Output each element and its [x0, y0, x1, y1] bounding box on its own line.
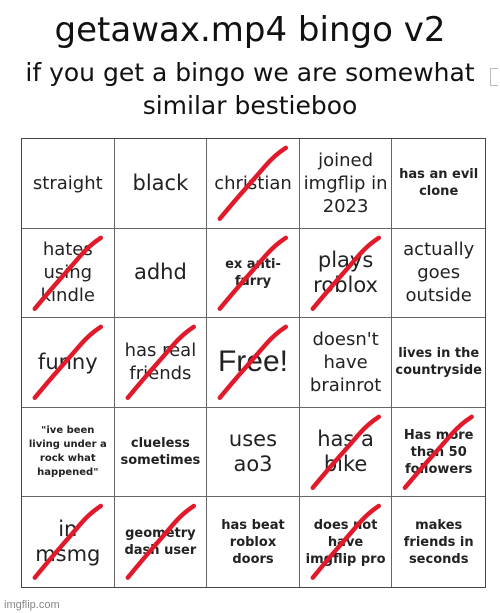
- cell-label: Has more than 50 followers: [403, 427, 474, 477]
- page-title: getawax.mp4 bingo v2: [54, 10, 446, 50]
- edge-mark: [490, 68, 498, 86]
- cell-label: straight: [32, 172, 103, 194]
- cell-label: funny: [37, 349, 98, 374]
- cell-label: doesn't have brainrot: [309, 328, 382, 396]
- cell-label: makes friends in seconds: [403, 517, 474, 567]
- bingo-free-cell[interactable]: [207, 318, 300, 408]
- bingo-cell[interactable]: [300, 408, 393, 498]
- bingo-cell[interactable]: [115, 318, 208, 408]
- cell-label: black: [132, 170, 189, 195]
- bingo-cell[interactable]: [22, 497, 115, 587]
- bingo-cell[interactable]: [115, 229, 208, 319]
- cell-label: has an evil clone: [399, 167, 479, 200]
- cell-label: clueless sometimes: [120, 436, 201, 469]
- bingo-cell[interactable]: [300, 139, 393, 229]
- bingo-board: [21, 138, 486, 588]
- cell-label: has a bike: [317, 427, 374, 477]
- bingo-cell[interactable]: [115, 139, 208, 229]
- bingo-cell[interactable]: [22, 408, 115, 498]
- bingo-cell[interactable]: [392, 497, 485, 587]
- bingo-cell[interactable]: [115, 497, 208, 587]
- cell-label: does not have imgflip pro: [305, 517, 386, 567]
- bingo-cell[interactable]: [392, 318, 485, 408]
- cell-label: Free!: [217, 345, 288, 379]
- bingo-cell[interactable]: [207, 229, 300, 319]
- bingo-cell[interactable]: [207, 408, 300, 498]
- bingo-cell[interactable]: [300, 229, 393, 319]
- bingo-cell[interactable]: [300, 318, 393, 408]
- bingo-cell[interactable]: [115, 408, 208, 498]
- watermark: imgflip.com: [4, 599, 60, 611]
- bingo-cell[interactable]: [22, 318, 115, 408]
- cell-label: uses ao3: [228, 427, 278, 477]
- cell-label: joined imgflip in 2023: [303, 149, 388, 217]
- cell-label: "ive been living under a rock what happened": [28, 425, 107, 479]
- bingo-cell[interactable]: [22, 139, 115, 229]
- bingo-cell[interactable]: [392, 139, 485, 229]
- cell-label: lives in the countryside: [395, 346, 482, 379]
- bingo-cell[interactable]: [207, 497, 300, 587]
- bingo-cell[interactable]: [207, 139, 300, 229]
- cell-label: has real friends: [124, 340, 197, 385]
- bingo-cell[interactable]: [392, 229, 485, 319]
- cell-label: actually goes outside: [403, 239, 475, 307]
- cell-label: hates using kindle: [40, 239, 95, 307]
- cell-label: geometry dash user: [124, 526, 197, 559]
- cell-label: plays roblox: [313, 247, 378, 297]
- bingo-cell[interactable]: [300, 497, 393, 587]
- bingo-cell[interactable]: [392, 408, 485, 498]
- page-subtitle: if you get a bingo we are somewhat similar bestieboo: [25, 58, 475, 120]
- cell-label: in msmg: [35, 517, 101, 567]
- bingo-cell[interactable]: [22, 229, 115, 319]
- cell-label: adhd: [133, 260, 187, 285]
- cell-label: has beat roblox doors: [221, 517, 285, 567]
- cell-label: christian: [214, 172, 292, 194]
- cell-label: ex anti-furry: [225, 256, 281, 289]
